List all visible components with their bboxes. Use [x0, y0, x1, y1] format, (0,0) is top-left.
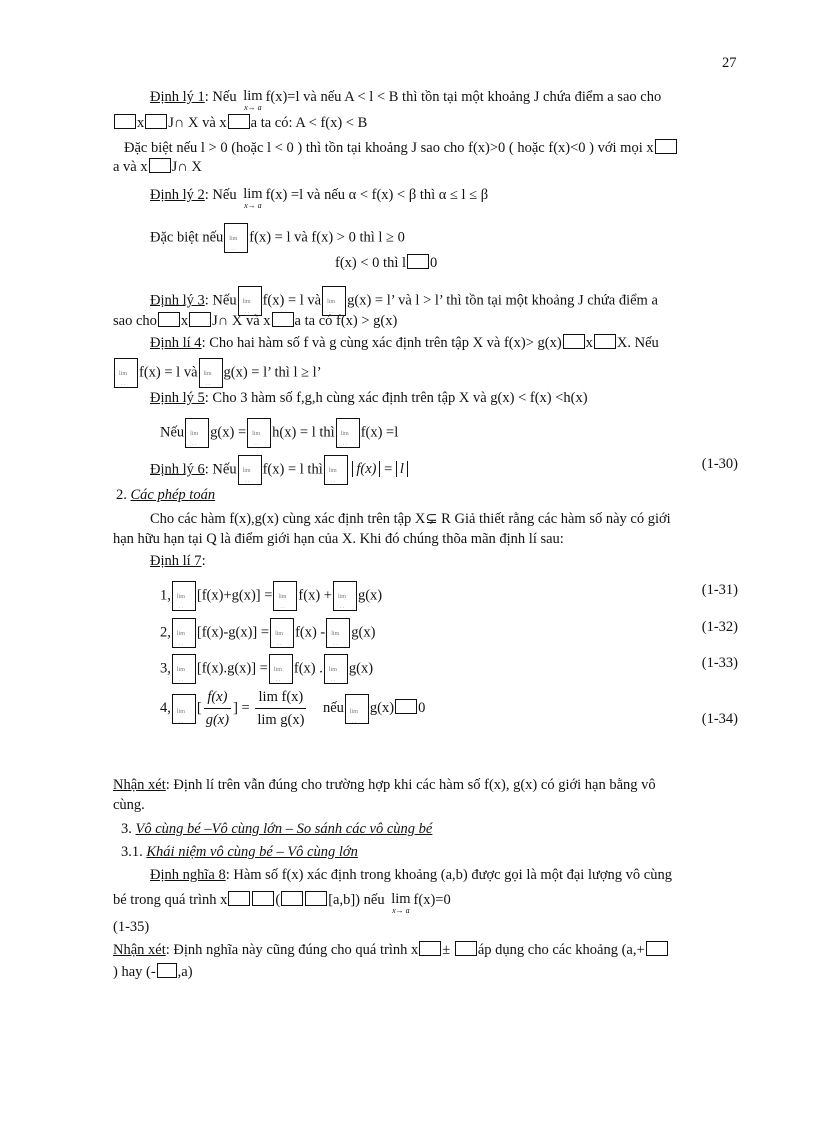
lim-sub: x→ a [244, 201, 262, 210]
fraction-of-limits [255, 686, 306, 731]
text: Cho các hàm f(x),g(x) cùng xác định trên tập X⊊ R Giả thiết rằng các hàm số này có giới [150, 511, 671, 527]
text: : Nếu [204, 187, 237, 203]
text: ] = [233, 699, 250, 716]
lim-image-box [172, 694, 196, 724]
lim-image-box [333, 581, 357, 611]
text: a ta có f(x) > g(x) [294, 313, 398, 329]
lim-sub: x→ a [244, 103, 262, 112]
section-3-1-heading [121, 843, 358, 861]
text: ± [442, 942, 451, 958]
formula-1 [160, 581, 738, 611]
text: a và x [113, 159, 148, 175]
text: = [384, 461, 393, 478]
missing-symbol-box [149, 158, 171, 173]
text: J∩ X và x [168, 115, 227, 131]
text: f(x) + [298, 587, 332, 604]
text: g(x) [357, 587, 383, 604]
formula-3 [160, 654, 738, 684]
theorem-2-line [150, 186, 488, 211]
text: 3.1. [121, 844, 143, 860]
section-3-title: Vô cùng bé –Vô cùng lớn – So sánh các vô cùng bé [135, 821, 433, 837]
missing-symbol-box [189, 312, 211, 327]
theorem-7-heading [150, 552, 206, 570]
theorem-6-label: Định lý 6 [150, 461, 205, 478]
text: x [180, 313, 189, 329]
text: : Cho hai hàm số f và g cùng xác định trên tập X và f(x)> g(x) [201, 335, 562, 351]
text: g(x) [369, 699, 395, 716]
text: [f(x)-g(x)] = [196, 624, 270, 641]
text: 3, [160, 660, 171, 677]
text: Nếu [160, 424, 185, 441]
text: áp dụng cho các khoảng (a,+ [477, 942, 645, 958]
theorem-4-line-2 [113, 358, 322, 388]
formula-2 [160, 618, 738, 648]
text: : Cho 3 hàm số f,g,h cùng xác định trên tập X và g(x) < f(x) <h(x) [204, 390, 588, 406]
missing-symbol-box [252, 891, 274, 906]
text: ,a) [177, 964, 193, 980]
missing-symbol-box [228, 891, 250, 906]
text: : Nếu [204, 89, 237, 105]
text: : [201, 553, 206, 569]
section-2-heading [116, 486, 215, 504]
lim-image-box [273, 581, 297, 611]
text: hạn hữu hạn tại Q là điểm giới hạn của X. Khi đó chúng thõa mãn định lí sau: [113, 531, 564, 547]
lim-image-box [345, 694, 369, 724]
text: 0 [418, 699, 426, 716]
equation-number: (1-31) [701, 582, 738, 598]
missing-symbol-box [419, 941, 441, 956]
text: X. Nếu [616, 335, 659, 351]
theorem-5-line-2 [160, 418, 398, 448]
text: 2. [116, 487, 127, 503]
lim-image-box [172, 654, 196, 684]
theorem-1-line-1 [150, 88, 661, 113]
fraction-f-over-g [204, 686, 231, 731]
missing-symbol-box [655, 139, 677, 154]
missing-symbol-box [281, 891, 303, 906]
definition-8-number [113, 918, 149, 936]
text: 1, [160, 587, 171, 604]
text: : Nếu [204, 292, 237, 309]
text: x [137, 115, 145, 131]
lim-text: lim [391, 891, 411, 907]
text: bé trong quá trình x [113, 892, 228, 908]
remark-2-line-1 [113, 941, 669, 959]
equation-number: (1-33) [701, 655, 738, 671]
text: Đặc biệt nếu l > 0 (hoặc l < 0 ) thì tồn tại khoảng J sao cho f(x)>0 ( hoặc f(x)<0 ) với mọi x [124, 140, 654, 156]
equation-number: (1-35) [113, 919, 150, 935]
text: [ [196, 699, 202, 716]
paragraph-line-1 [150, 510, 671, 528]
equation-number: (1-30) [701, 456, 738, 472]
text: J∩ X và x [212, 313, 271, 329]
special-case-2-line-1 [150, 223, 405, 253]
equation-number: (1-32) [701, 619, 738, 635]
missing-symbol-box [145, 114, 167, 129]
page-number: 27 [722, 55, 737, 71]
theorem-2-label: Định lý 2 [150, 187, 205, 203]
text: ) hay (- [113, 964, 156, 980]
theorem-5-line-1 [150, 389, 588, 407]
special-case-1-line-1 [124, 139, 678, 157]
remark-1-line-2 [113, 796, 145, 814]
abs-f: f(x) [352, 461, 380, 477]
numerator: lim f(x) [255, 686, 306, 709]
text: cùng. [113, 797, 145, 813]
text: f(x)=l và nếu A < l < B thì tồn tại một khoảng J chứa điểm a sao cho [265, 89, 662, 105]
definition-8-line-2 [113, 891, 451, 916]
text: g(x) = l’ và l > l’ thì tồn tại một khoảng J chứa điểm a [347, 292, 658, 309]
theorem-1-label: Định lý 1 [150, 89, 205, 105]
lim-image-box [238, 455, 262, 485]
text: 4, [160, 699, 171, 716]
lim-image-box [324, 455, 348, 485]
missing-symbol-box [157, 963, 177, 978]
remark-2-label: Nhận xét [113, 942, 166, 958]
text: : Hàm số f(x) xác định trong khoảng (a,b) được gọi là một đại lượng vô cùng [225, 867, 672, 883]
text: nếu [322, 699, 344, 716]
text: f(x) = l và [139, 364, 198, 381]
remark-2-line-2 [113, 963, 193, 981]
section-3-heading [121, 820, 432, 838]
theorem-4-line-1 [150, 334, 659, 352]
missing-symbol-box [158, 312, 180, 327]
text: [a,b]) nếu [328, 892, 385, 908]
missing-symbol-box [114, 114, 136, 129]
missing-symbol-box [594, 334, 616, 349]
missing-symbol-box [455, 941, 477, 956]
lim-image-box [224, 223, 248, 253]
theorem-4-label: Định lí 4 [150, 335, 202, 351]
text: a ta có: A < f(x) < B [250, 115, 368, 131]
special-case-1-line-2 [113, 158, 202, 176]
lim-image-box [172, 618, 196, 648]
text: [f(x)+g(x)] = [196, 587, 273, 604]
text: 3. [121, 821, 132, 837]
theorem-5-label: Định lý 5 [150, 390, 205, 406]
missing-symbol-box [646, 941, 668, 956]
section-2-title: Các phép toán [130, 487, 216, 503]
text: : Định lí trên vẫn đúng cho trường hợp khi các hàm số f(x), g(x) có giới hạn bằng vô [165, 777, 656, 793]
limit-symbol [391, 892, 410, 916]
limit-symbol [243, 89, 262, 113]
text: f(x) = l và [262, 292, 322, 309]
definition-8-line-1 [150, 866, 672, 884]
denominator: lim g(x) [257, 712, 305, 728]
numerator: f(x) [204, 686, 231, 709]
formula-4 [160, 686, 738, 731]
definition-8-label: Định nghĩa 8 [150, 867, 226, 883]
lim-image-box [324, 654, 348, 684]
missing-symbol-box [305, 891, 327, 906]
text: : Định nghĩa này cũng đúng cho quá trình x [165, 942, 419, 958]
paragraph-line-2 [113, 530, 564, 548]
text: x [585, 335, 593, 351]
lim-image-box [326, 618, 350, 648]
denominator: g(x) [205, 712, 230, 728]
lim-image-box [247, 418, 271, 448]
lim-image-box [199, 358, 223, 388]
theorem-1-line-2 [113, 114, 367, 132]
lim-image-box [269, 654, 293, 684]
text: : Nếu [204, 461, 237, 478]
missing-symbol-box [563, 334, 585, 349]
text: f(x) . [293, 660, 323, 677]
text: f(x) = l thì [262, 461, 323, 478]
lim-image-box [172, 581, 196, 611]
text: ( [275, 892, 281, 908]
missing-symbol-box [395, 699, 417, 714]
text: g(x) = l’ thì l ≥ l’ [223, 364, 322, 381]
text: 2, [160, 624, 171, 641]
special-case-2-line-2 [335, 254, 437, 272]
text: J∩ X [171, 159, 202, 175]
theorem-3-line-2 [113, 312, 397, 330]
text: f(x) - [295, 624, 326, 641]
text: f(x) =l [360, 424, 399, 441]
theorem-3-label: Định lý 3 [150, 292, 205, 309]
text: f(x)=0 [413, 892, 451, 908]
text: h(x) = l thì [272, 424, 335, 441]
text: g(x) [351, 624, 376, 641]
text: f(x) =l và nếu α < f(x) < β thì α ≤ l ≤ β [265, 187, 489, 203]
lim-image-box [336, 418, 360, 448]
missing-symbol-box [407, 254, 429, 269]
text: sao cho [113, 313, 157, 329]
limit-symbol [243, 187, 262, 211]
text: f(x) = l và f(x) > 0 thì l ≥ 0 [249, 229, 405, 246]
lim-image-box [185, 418, 209, 448]
equation-number: (1-34) [701, 711, 738, 727]
theorem-6-line [150, 455, 738, 485]
lim-image-box [114, 358, 138, 388]
lim-image-box [270, 618, 294, 648]
lim-sub: x→ a [392, 906, 410, 915]
text: f(x) < 0 thì l [335, 255, 406, 271]
remark-1-label: Nhận xét [113, 777, 166, 793]
remark-1-line-1 [113, 776, 656, 794]
text: g(x) [348, 660, 374, 677]
lim-text: lim [243, 88, 263, 104]
lim-text: lim [243, 186, 263, 202]
text: g(x) = [210, 424, 247, 441]
text: Đặc biệt nếu [150, 229, 224, 246]
section-3-1-title: Khái niệm vô cùng bé – Vô cùng lớn [146, 844, 358, 860]
theorem-7-label: Định lí 7 [150, 553, 202, 569]
text: 0 [430, 255, 438, 271]
abs-l: l [396, 461, 408, 477]
missing-symbol-box [272, 312, 294, 327]
missing-symbol-box [228, 114, 250, 129]
text: [f(x).g(x)] = [196, 660, 268, 677]
